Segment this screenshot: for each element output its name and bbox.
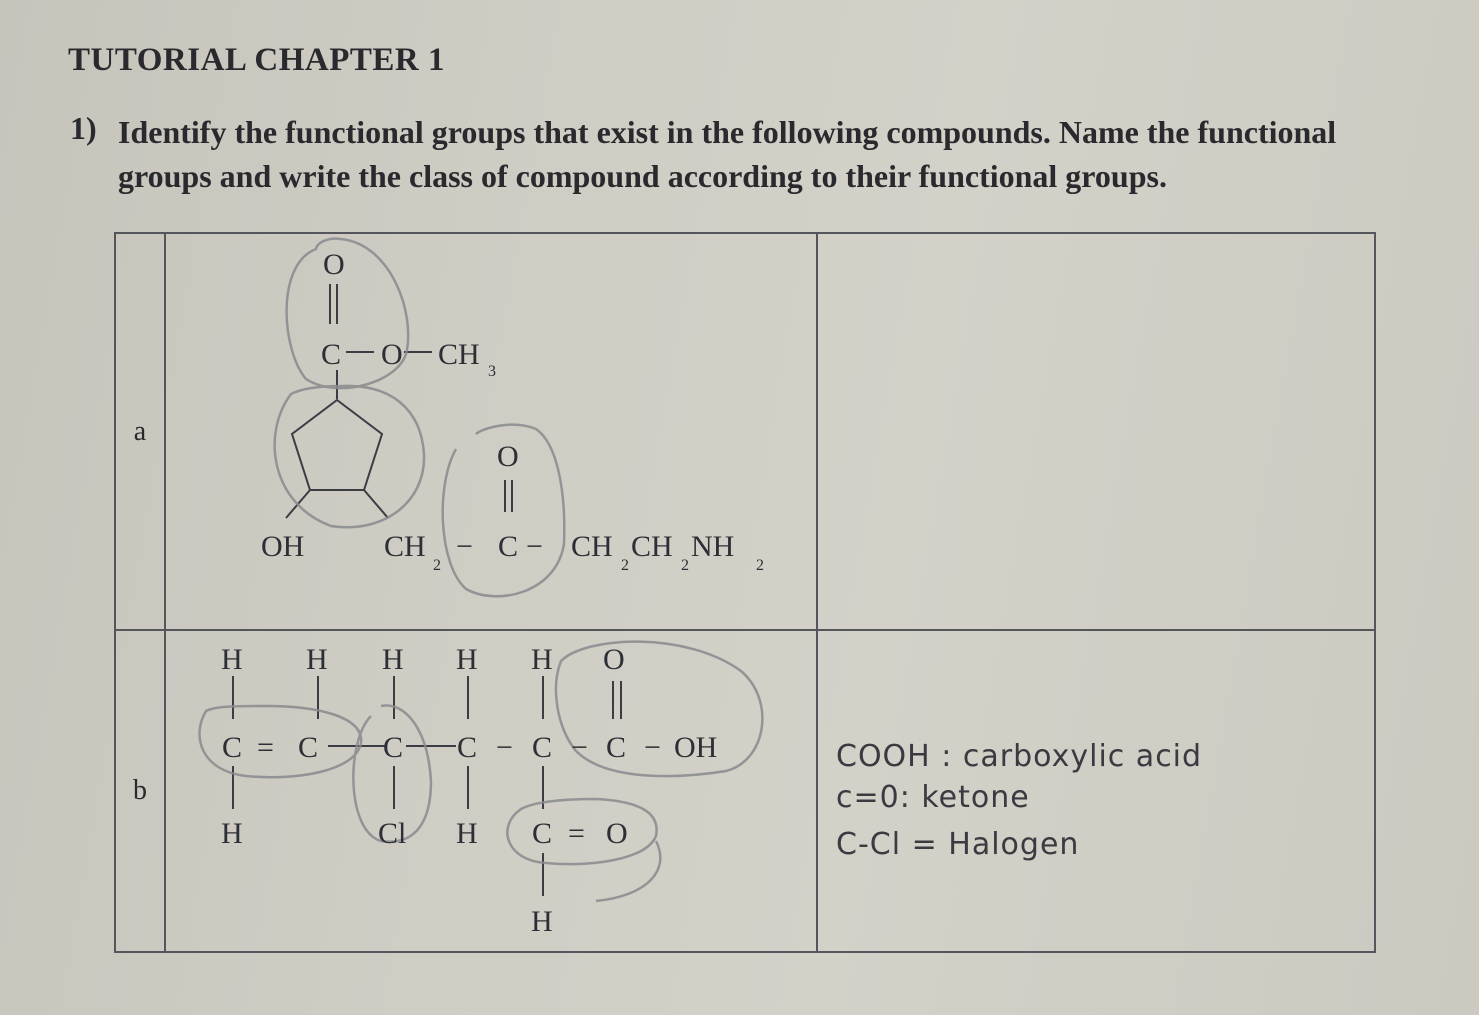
struct-atom: H (456, 643, 478, 676)
struct-atom: H (456, 817, 478, 850)
struct-atom: C (457, 731, 478, 764)
struct-subscript: 2 (433, 557, 441, 574)
struct-atom: OH (674, 731, 718, 764)
table-row (115, 233, 1375, 630)
structure-b-drawing (166, 631, 816, 951)
struct-subscript: 2 (756, 557, 764, 574)
struct-bond: − (644, 731, 661, 764)
struct-atom: O (497, 440, 519, 473)
struct-atom: CH (571, 530, 613, 563)
answer-cell[interactable] (817, 630, 1375, 952)
struct-atom: C (532, 731, 553, 764)
structure-cell (165, 233, 817, 630)
exercise-table (114, 232, 1376, 953)
page-title: TUTORIAL CHAPTER 1 (68, 42, 445, 78)
struct-atom: C (532, 817, 553, 850)
struct-atom: O (323, 248, 345, 281)
answer-line: C-Cl = Halogen (836, 826, 1080, 862)
struct-atom: H (531, 905, 553, 938)
row-label: b (115, 630, 165, 952)
struct-atom: C (222, 731, 243, 764)
struct-bond: − (571, 731, 588, 764)
struct-atom: O (603, 643, 625, 676)
struct-atom: O (606, 817, 628, 850)
struct-atom: CH (438, 338, 480, 371)
struct-atom: H (531, 643, 553, 676)
struct-atom: H (306, 643, 328, 676)
struct-bond: − (496, 731, 513, 764)
struct-atom: C (298, 731, 319, 764)
answer-line: c=0: ketone (836, 779, 1030, 815)
question-number: 1) (70, 110, 97, 146)
struct-atom: C (606, 731, 627, 764)
struct-atom: CH (631, 530, 673, 563)
question-text: Identify the functional groups that exist in the following compounds. Name the functional groups and write the class of compound according to their functional groups. (118, 114, 1337, 194)
structure-a-drawing (166, 234, 816, 629)
struct-atom: CH (384, 530, 426, 563)
structure-cell (165, 630, 817, 952)
struct-bond: = (568, 817, 585, 850)
struct-bond: − (526, 530, 543, 563)
struct-bond: − (456, 530, 473, 563)
struct-atom: C (321, 338, 342, 371)
struct-atom: H (221, 643, 243, 676)
struct-atom: O (381, 338, 403, 371)
struct-atom: OH (261, 530, 305, 563)
table-row (115, 630, 1375, 952)
row-label: a (115, 233, 165, 630)
struct-atom: H (382, 643, 404, 676)
struct-atom: C (498, 530, 519, 563)
struct-atom: Cl (378, 817, 407, 850)
struct-atom: C (383, 731, 404, 764)
struct-atom: NH (691, 530, 735, 563)
struct-atom: H (221, 817, 243, 850)
struct-subscript: 2 (681, 557, 689, 574)
struct-subscript: 2 (621, 557, 629, 574)
answer-line: COOH : carboxylic acid (836, 738, 1203, 774)
answer-cell[interactable] (817, 233, 1375, 630)
struct-subscript: 3 (488, 363, 496, 380)
struct-bond: = (257, 731, 274, 764)
